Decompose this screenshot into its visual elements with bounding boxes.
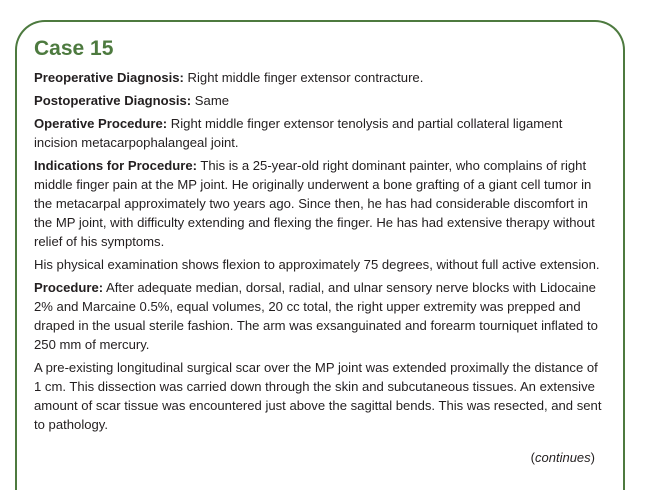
- procedure: [34, 278, 606, 354]
- indications-label: Indications for Procedure:: [34, 158, 197, 173]
- postoperative-diagnosis-label: Postoperative Diagnosis:: [34, 93, 192, 108]
- operative-procedure: [34, 114, 606, 152]
- postoperative-diagnosis-text: Same: [191, 93, 230, 108]
- scar-paragraph: A pre-existing longitudinal surgical scar over the MP joint was extended proximally the distance of 1 cm. This dissection was carried down through the skin and subcutaneous tissues. An extensive amount of scar tissue was encountered just above the sagittal bends. This was resected, and sent to pathology.: [34, 360, 602, 432]
- physical-examination: His physical examination shows flexion to approximately 75 degrees, without full active extension.: [34, 257, 600, 272]
- case-content: [34, 36, 606, 438]
- procedure-text: After adequate median, dorsal, radial, and ulnar sensory nerve blocks with Lidocaine 2% and Marcaine 0.5%, equal volumes, 20 cc total, the right upper extremity was prepped and draped in the usual sterile fashion. The arm was exsanguinated and forearm tourniquet inflated to 250 mm of mercury.: [34, 280, 598, 352]
- continues-note: (continues): [530, 450, 595, 465]
- preoperative-diagnosis-text: Right middle finger extensor contracture.: [183, 70, 424, 85]
- preoperative-diagnosis: [34, 68, 606, 87]
- indications-for-procedure: [34, 156, 606, 251]
- case-title: Case 15: [34, 37, 114, 60]
- preoperative-diagnosis-label: Preoperative Diagnosis:: [34, 70, 184, 85]
- operative-procedure-text: Right middle finger extensor tenolysis and partial collateral ligament incision metacarpophalangeal joint.: [34, 116, 563, 150]
- indications-text: This is a 25-year-old right dominant painter, who complains of right middle finger pain at the MP joint. He originally underwent a bone grafting of a giant cell tumor in the metacarpal approximately two years ago. Since then, he has had considerable discomfort in the MP joint, with difficulty extending and flexing the finger. He has had extensive therapy without relief of his symptoms.: [34, 158, 595, 249]
- postoperative-diagnosis: [34, 91, 606, 110]
- operative-procedure-label: Operative Procedure:: [34, 116, 168, 131]
- procedure-label: Procedure:: [34, 280, 104, 295]
- continues-word: continues: [535, 450, 591, 465]
